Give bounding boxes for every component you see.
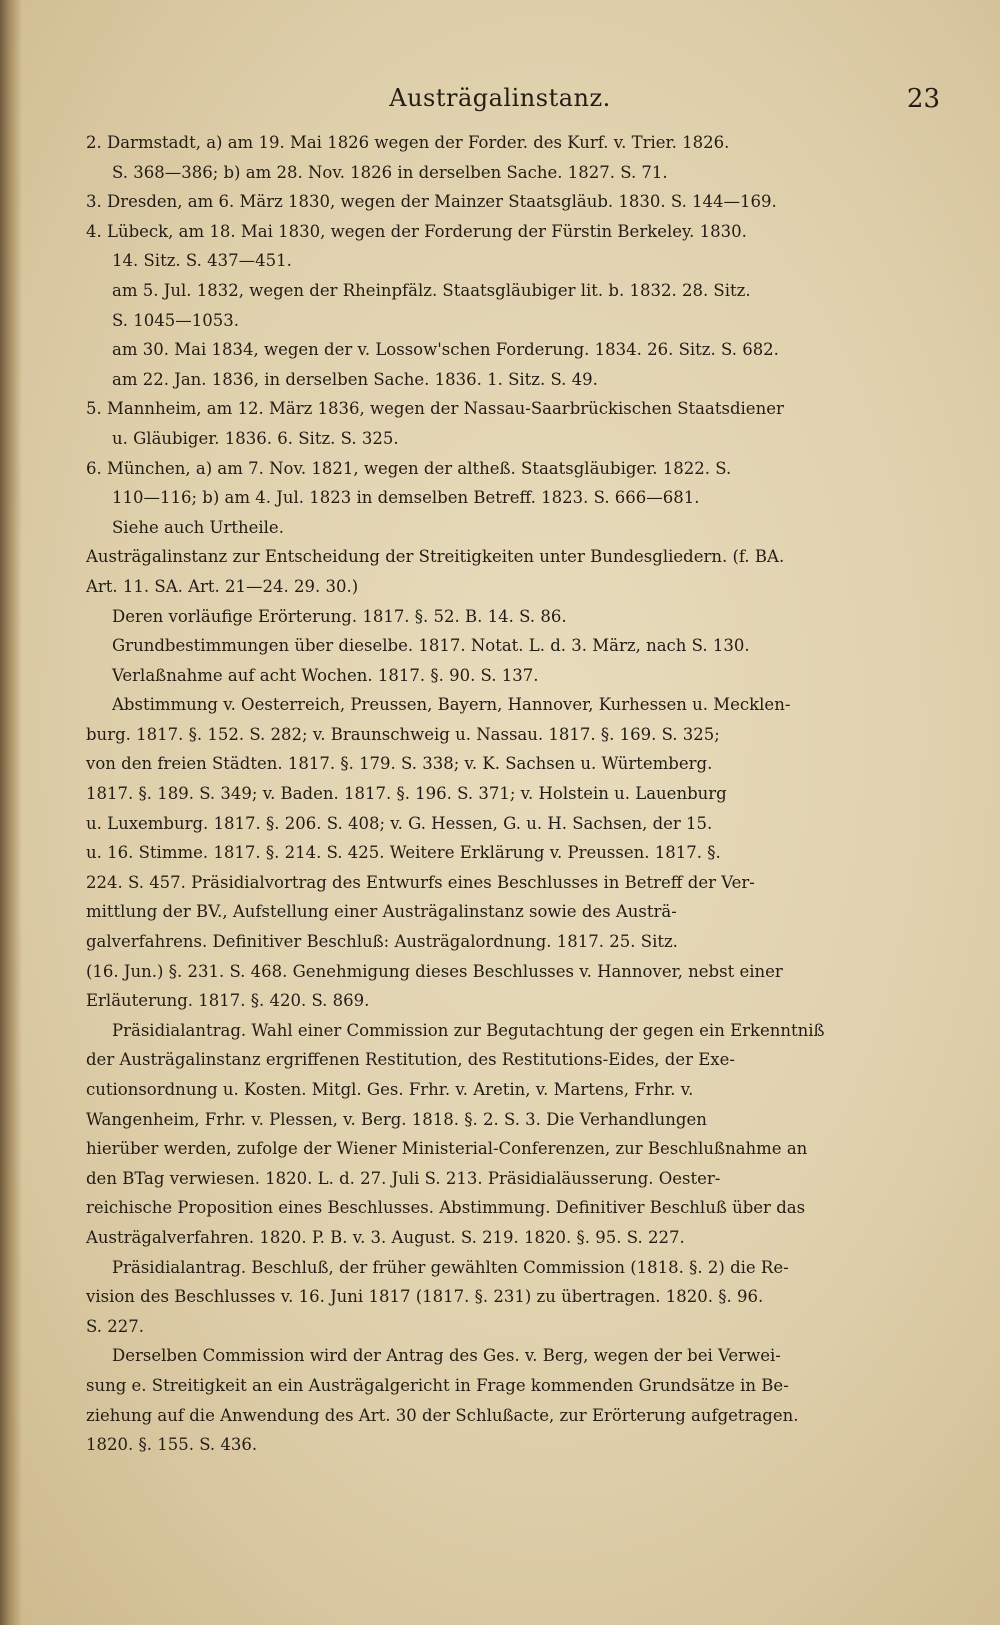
text-line: burg. 1817. §. 152. S. 282; v. Braunschweig u. Nassau. 1817. §. 169. S. 325; [86, 724, 720, 744]
text-line: am 22. Jan. 1836, in derselben Sache. 1836. 1. Sitz. S. 49. [112, 369, 598, 389]
running-head: Austrägalinstanz. [389, 84, 611, 112]
text-line: mittlung der BV., Aufstellung einer Austrägalinstanz sowie des Austrä- [86, 902, 677, 922]
text-line: 3. Dresden, am 6. März 1830, wegen der Mainzer Staatsgläub. 1830. S. 144—169. [86, 192, 777, 212]
text-line: Siehe auch Urtheile. [112, 517, 284, 537]
text-line: am 5. Jul. 1832, wegen der Rheinpfälz. Staatsgläubiger lit. b. 1832. 28. Sitz. [112, 280, 751, 300]
text-line: Präsidialantrag. Beschluß, der früher gewählten Commission (1818. §. 2) die Re- [112, 1257, 789, 1277]
text-line: der Austrägalinstanz ergriffenen Restitution, des Restitutions-Eides, der Exe- [86, 1050, 735, 1070]
text-line: 4. Lübeck, am 18. Mai 1830, wegen der Forderung der Fürstin Berkeley. 1830. [86, 221, 747, 241]
text-line: Wangenheim, Frhr. v. Plessen, v. Berg. 1818. §. 2. S. 3. Die Verhandlungen [86, 1109, 707, 1129]
text-line: 2. Darmstadt, a) am 19. Mai 1826 wegen der Forder. des Kurf. v. Trier. 1826. [86, 133, 730, 152]
text-line: Verlaßnahme auf acht Wochen. 1817. §. 90. S. 137. [112, 665, 539, 685]
text-line: u. Gläubiger. 1836. 6. Sitz. S. 325. [112, 428, 399, 448]
text-line: galverfahrens. Definitiver Beschluß: Austrägalordnung. 1817. 25. Sitz. [86, 932, 678, 952]
text-line: 14. Sitz. S. 437—451. [112, 251, 292, 271]
text-line: Austrägalverfahren. 1820. P. B. v. 3. August. S. 219. 1820. §. 95. S. 227. [86, 1227, 685, 1247]
text-line: S. 368—386; b) am 28. Nov. 1826 in derselben Sache. 1827. S. 71. [112, 162, 668, 182]
text-line: Präsidialantrag. Wahl einer Commission zur Begutachtung der gegen ein Erkenntniß [112, 1020, 825, 1040]
book-spine-shadow [0, 0, 22, 1625]
text-line: vision des Beschlusses v. 16. Juni 1817 (1817. §. 231) zu übertragen. 1820. §. 96. [86, 1287, 764, 1307]
text-line: den BTag verwiesen. 1820. L. d. 27. Juli S. 213. Präsidialäusserung. Oester- [86, 1168, 721, 1188]
text-line: Abstimmung v. Oesterreich, Preussen, Bayern, Hannover, Kurhessen u. Mecklen- [112, 695, 791, 715]
text-line: Grundbestimmungen über dieselbe. 1817. Notat. L. d. 3. März, nach S. 130. [112, 636, 750, 656]
text-line: Deren vorläufige Erörterung. 1817. §. 52. B. 14. S. 86. [112, 606, 567, 626]
page-number: 23 [906, 84, 940, 114]
text-line: cutionsordnung u. Kosten. Mitgl. Ges. Frhr. v. Aretin, v. Martens, Frhr. v. [86, 1080, 694, 1099]
text-line: 1820. §. 155. S. 436. [86, 1435, 258, 1455]
text-line: Derselben Commission wird der Antrag des Ges. v. Berg, wegen der bei Verwei- [112, 1346, 781, 1366]
text-line: am 30. Mai 1834, wegen der v. Lossow'schen Forderung. 1834. 26. Sitz. S. 682. [112, 340, 779, 360]
text-line: Art. 11. SA. Art. 21—24. 29. 30.) [86, 576, 359, 596]
text-line: von den freien Städten. 1817. §. 179. S. 338; v. K. Sachsen u. Würtemberg. [86, 754, 713, 774]
text-line: 5. Mannheim, am 12. März 1836, wegen der Nassau-Saarbrückischen Staatsdiener [86, 399, 784, 419]
text-body [86, 128, 954, 1460]
text-line: 6. München, a) am 7. Nov. 1821, wegen der altheß. Staatsgläubiger. 1822. S. [86, 458, 732, 478]
text-line: hierüber werden, zufolge der Wiener Ministerial-Conferenzen, zur Beschlußnahme an [86, 1139, 808, 1159]
text-line: 110—116; b) am 4. Jul. 1823 in demselben Betreff. 1823. S. 666—681. [112, 488, 700, 508]
text-line: S. 227. [86, 1316, 144, 1336]
text-line: u. Luxemburg. 1817. §. 206. S. 408; v. G. Hessen, G. u. H. Sachsen, der 15. [86, 813, 713, 833]
text-line: ziehung auf die Anwendung des Art. 30 der Schlußacte, zur Erörterung aufgetragen. [86, 1405, 799, 1425]
text-line: (16. Jun.) §. 231. S. 468. Genehmigung dieses Beschlusses v. Hannover, nebst einer [86, 961, 783, 981]
text-line: u. 16. Stimme. 1817. §. 214. S. 425. Weitere Erklärung v. Preussen. 1817. §. [86, 843, 721, 863]
text-line: 1817. §. 189. S. 349; v. Baden. 1817. §. 196. S. 371; v. Holstein u. Lauenburg [86, 784, 727, 804]
page-header [60, 84, 940, 120]
text-line: Erläuterung. 1817. §. 420. S. 869. [86, 991, 370, 1011]
text-line: S. 1045—1053. [112, 310, 239, 330]
text-line: 224. S. 457. Präsidialvortrag des Entwurfs eines Beschlusses in Betreff der Ver- [86, 872, 755, 892]
text-line: Austrägalinstanz zur Entscheidung der Streitigkeiten unter Bundesgliedern. (f. BA. [86, 547, 785, 567]
text-line: sung e. Streitigkeit an ein Austrägalgericht in Frage kommenden Grundsätze in Be- [86, 1375, 789, 1395]
text-line: reichische Proposition eines Beschlusses. Abstimmung. Definitiver Beschluß über das [86, 1198, 806, 1218]
